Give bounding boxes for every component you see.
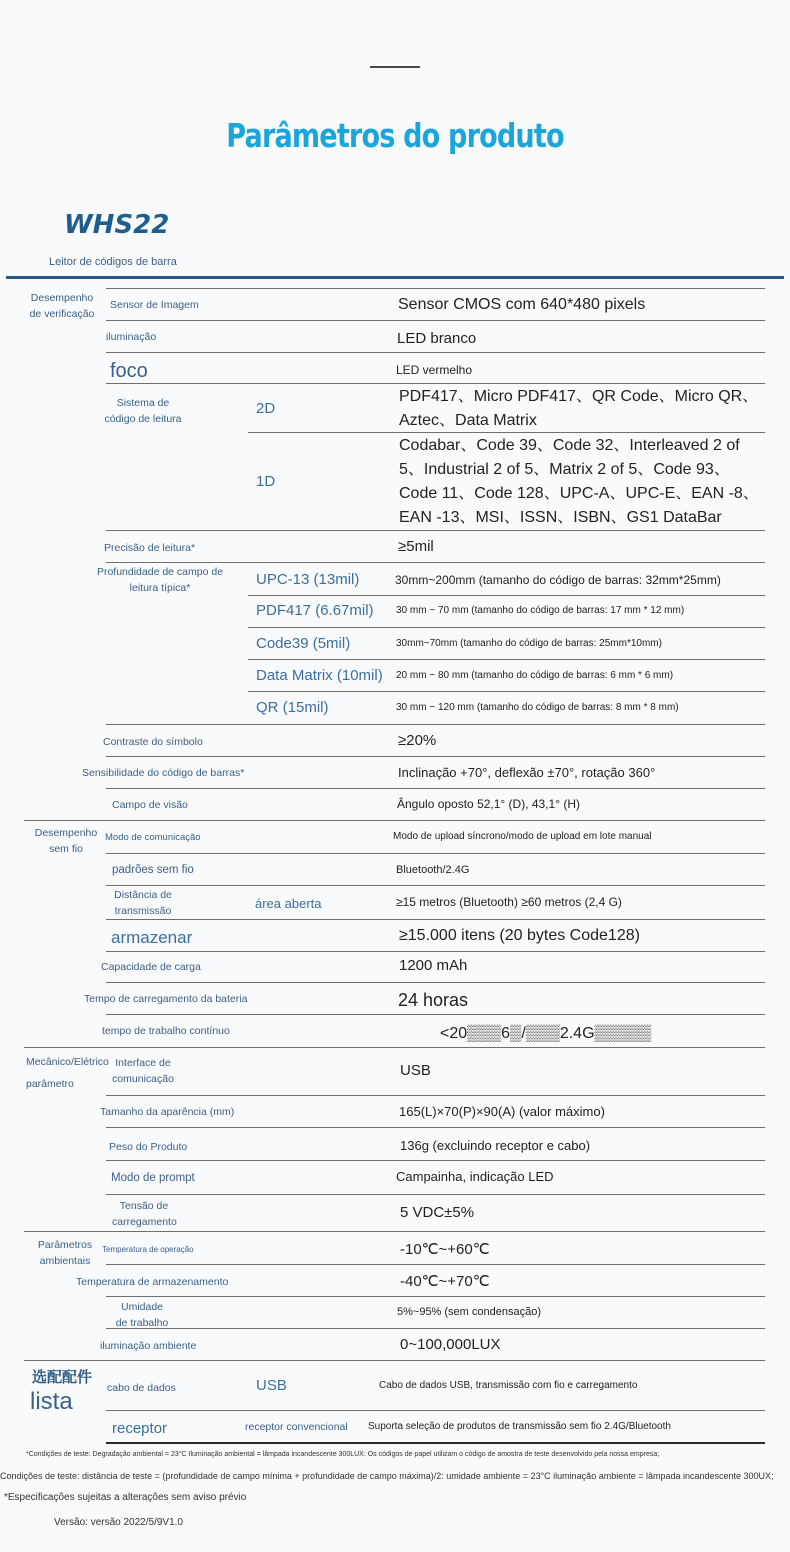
value-sensitivity: Inclinação +70°, deflexão ±70°, rotação 360° bbox=[398, 765, 656, 780]
row-divider bbox=[106, 919, 765, 920]
row-divider bbox=[106, 1095, 765, 1096]
category-accessories-list: lista bbox=[30, 1388, 73, 1415]
label-reading-system: Sistema de código de leitura bbox=[104, 397, 182, 425]
label-wireless-std: padrões sem fio bbox=[112, 864, 194, 876]
footnote-2: Condições de teste: distância de teste = (profundidade de campo mínima + profundidade de campo máxima)/2: umidade ambiente = 23°C iluminação ambiente = lâmpada incandescente 300UX; bbox=[0, 1471, 774, 1481]
row-divider bbox=[106, 1014, 765, 1015]
value-humidity: 5%~95% (sem condensação) bbox=[397, 1306, 541, 1318]
row-divider bbox=[106, 788, 765, 789]
row-divider bbox=[248, 659, 765, 660]
row-divider bbox=[248, 595, 765, 596]
value-voltage: 5 VDC±5% bbox=[400, 1204, 475, 1221]
row-divider bbox=[106, 1328, 765, 1329]
value-code39: 30mm~70mm (tamanho do código de barras: 25mm*10mm) bbox=[396, 638, 662, 649]
value-focus: LED vermelho bbox=[396, 363, 473, 377]
value-op-temp: -10℃~+60℃ bbox=[400, 1241, 490, 1258]
label-op-temp: Temperatura de operação bbox=[102, 1245, 194, 1254]
label-focus: foco bbox=[110, 360, 148, 382]
label-work-time: tempo de trabalho contínuo bbox=[102, 1025, 230, 1037]
row-divider bbox=[106, 530, 765, 531]
label-voltage: Tensão de carregamento bbox=[112, 1200, 177, 1228]
version-label: Versão: versão 2022/5/9V1.0 bbox=[54, 1517, 183, 1528]
value-storage-temp: -40℃~+70℃ bbox=[400, 1273, 490, 1290]
value-1d: Codabar、Code 39、Code 32、Interleaved 2 of 5、Industrial 2 of 5、Matrix 2 of 5、Code 93、Code 11、Code 128、UPC-A、UPC-E、EAN -8、EAN -13、MSI、ISSN、ISBN、GS1 DataBar bbox=[399, 437, 759, 526]
value-illumination: LED branco bbox=[397, 330, 477, 347]
sub-usb: USB bbox=[256, 1377, 287, 1394]
value-upc: 30mm~200mm (tamanho do código de barras: 32mm*25mm) bbox=[395, 573, 721, 587]
label-illumination: iluminação bbox=[106, 331, 157, 343]
value-capacity: 1200 mAh bbox=[399, 957, 468, 974]
category-verification: Desempenho de verificação bbox=[29, 292, 95, 320]
value-precision: ≥5mil bbox=[398, 538, 434, 555]
row-divider bbox=[106, 383, 765, 384]
label-charge-time: Tempo de carregamento da bateria bbox=[84, 993, 248, 1005]
value-interface: USB bbox=[400, 1062, 431, 1079]
label-data-cable: cabo de dados bbox=[107, 1382, 176, 1394]
value-charge-time: 24 horas bbox=[398, 990, 469, 1010]
label-comm-mode: Modo de comunicação bbox=[105, 832, 201, 843]
row-divider bbox=[106, 352, 765, 353]
category-mechanical: Mecânico/Elétrico bbox=[26, 1056, 109, 1068]
value-datamatrix: 20 mm ~ 80 mm (tamanho do código de barras: 6 mm * 6 mm) bbox=[396, 670, 674, 681]
row-divider bbox=[24, 1360, 765, 1361]
row-divider bbox=[106, 1264, 765, 1265]
sub-2d: 2D bbox=[256, 400, 276, 417]
label-prompt: Modo de prompt bbox=[111, 1172, 195, 1184]
sub-1d: 1D bbox=[256, 473, 276, 490]
value-tx-distance: ≥15 metros (Bluetooth) ≥60 metros (2,4 G) bbox=[396, 895, 622, 909]
value-dimensions: 165(L)×70(P)×90(A) (valor máximo) bbox=[399, 1104, 605, 1119]
label-depth-of-field: Profundidade de campo de leitura típica* bbox=[96, 566, 224, 594]
label-contrast: Contraste do símbolo bbox=[103, 736, 203, 748]
value-prompt: Campainha, indicação LED bbox=[396, 1169, 554, 1184]
value-wireless-std: Bluetooth/2.4G bbox=[396, 864, 470, 876]
value-2d: PDF417、Micro PDF417、QR Code、Micro QR、Aztec、Data Matrix bbox=[399, 388, 759, 429]
row-divider bbox=[106, 1194, 765, 1195]
row-divider bbox=[106, 853, 765, 854]
label-dimensions: Tamanho da aparência (mm) bbox=[100, 1106, 235, 1118]
title-divider bbox=[370, 66, 420, 68]
row-divider bbox=[106, 724, 765, 725]
footnote-3: *Especificações sujeitas a alterações sem aviso prévio bbox=[4, 1492, 247, 1503]
label-interface: Interface de comunicação bbox=[112, 1057, 174, 1085]
row-divider bbox=[106, 562, 765, 563]
label-precision: Precisão de leitura* bbox=[104, 542, 196, 554]
row-divider bbox=[106, 951, 765, 952]
row-divider bbox=[248, 627, 765, 628]
label-storage: armazenar bbox=[111, 928, 193, 947]
row-divider bbox=[106, 1160, 765, 1161]
category-environment: Parâmetros ambientais bbox=[37, 1239, 93, 1267]
category-accessories: 选配配件 bbox=[32, 1369, 93, 1386]
row-divider bbox=[248, 691, 765, 692]
label-capacity: Capacidade de carga bbox=[101, 961, 201, 973]
value-storage: ≥15.000 itens (20 bytes Code128) bbox=[399, 927, 640, 944]
sub-open-area: área aberta bbox=[255, 896, 322, 911]
row-divider bbox=[106, 885, 765, 886]
label-field-of-view: Campo de visão bbox=[112, 799, 188, 811]
row-divider bbox=[24, 1231, 765, 1232]
row-divider bbox=[24, 820, 765, 821]
row-divider bbox=[106, 1296, 765, 1297]
model-subtitle: Leitor de códigos de barra bbox=[49, 256, 177, 268]
sub-pdf: PDF417 (6.67mil) bbox=[256, 602, 374, 619]
sub-code39: Code39 (5mil) bbox=[256, 635, 351, 652]
value-work-time: <20▒▒▒6▒/▒▒▒2.4G▒▒▒▒▒ bbox=[440, 1025, 652, 1042]
row-divider bbox=[106, 1410, 765, 1411]
row-divider bbox=[106, 320, 765, 321]
row-divider bbox=[106, 982, 765, 983]
value-comm-mode: Modo de upload síncrono/modo de upload em lote manual bbox=[393, 831, 652, 842]
sub-receiver: receptor convencional bbox=[245, 1421, 348, 1433]
sub-qr: QR (15mil) bbox=[256, 699, 329, 716]
footnote-1: *Condições de teste: Degradação ambiental = 23°C Iluminação ambiental = lâmpada incandescente 300LUX: Os códigos de papel utilizam o código de amostra de teste desenvolvido pela nossa empresa; bbox=[26, 1451, 660, 1458]
page-title: Parâmetros do produto bbox=[226, 116, 564, 155]
label-image-sensor: Sensor de Imagem bbox=[110, 299, 199, 311]
table-bottom-rule bbox=[106, 1442, 765, 1444]
label-weight: Peso do Produto bbox=[109, 1141, 188, 1153]
label-ambient-light: iluminação ambiente bbox=[100, 1340, 197, 1352]
value-ambient-light: 0~100,000LUX bbox=[400, 1336, 501, 1353]
value-data-cable: Cabo de dados USB, transmissão com fio e carregamento bbox=[379, 1380, 638, 1391]
sub-datamatrix: Data Matrix (10mil) bbox=[256, 667, 383, 684]
label-storage-temp: Temperatura de armazenamento bbox=[76, 1276, 229, 1288]
value-qr: 30 mm ~ 120 mm (tamanho do código de barras: 8 mm * 8 mm) bbox=[396, 702, 679, 713]
value-contrast: ≥20% bbox=[398, 732, 437, 749]
value-receiver: Suporta seleção de produtos de transmissão sem fio 2.4G/Bluetooth bbox=[368, 1421, 671, 1432]
category-wireless: Desempenho sem fio bbox=[34, 827, 98, 855]
model-name: WHS22 bbox=[64, 210, 170, 240]
header-rule bbox=[6, 276, 784, 279]
value-image-sensor: Sensor CMOS com 640*480 pixels bbox=[398, 296, 646, 313]
row-divider bbox=[24, 1047, 765, 1048]
label-humidity: Umidade de trabalho bbox=[115, 1301, 169, 1329]
sub-upc: UPC-13 (13mil) bbox=[256, 571, 360, 588]
label-sensitivity: Sensibilidade do código de barras* bbox=[82, 767, 245, 779]
label-receiver: receptor bbox=[112, 1420, 168, 1437]
category-mechanical-sub: parâmetro bbox=[26, 1078, 74, 1090]
row-divider bbox=[106, 1127, 765, 1128]
value-weight: 136g (excluindo receptor e cabo) bbox=[400, 1138, 591, 1153]
value-field-of-view: Ângulo oposto 52,1° (D), 43,1° (H) bbox=[397, 797, 581, 811]
row-divider bbox=[106, 288, 765, 289]
label-tx-distance: Distância de transmissão bbox=[114, 889, 172, 917]
value-pdf: 30 mm ~ 70 mm (tamanho do código de barras: 17 mm * 12 mm) bbox=[396, 605, 685, 616]
row-divider bbox=[106, 756, 765, 757]
